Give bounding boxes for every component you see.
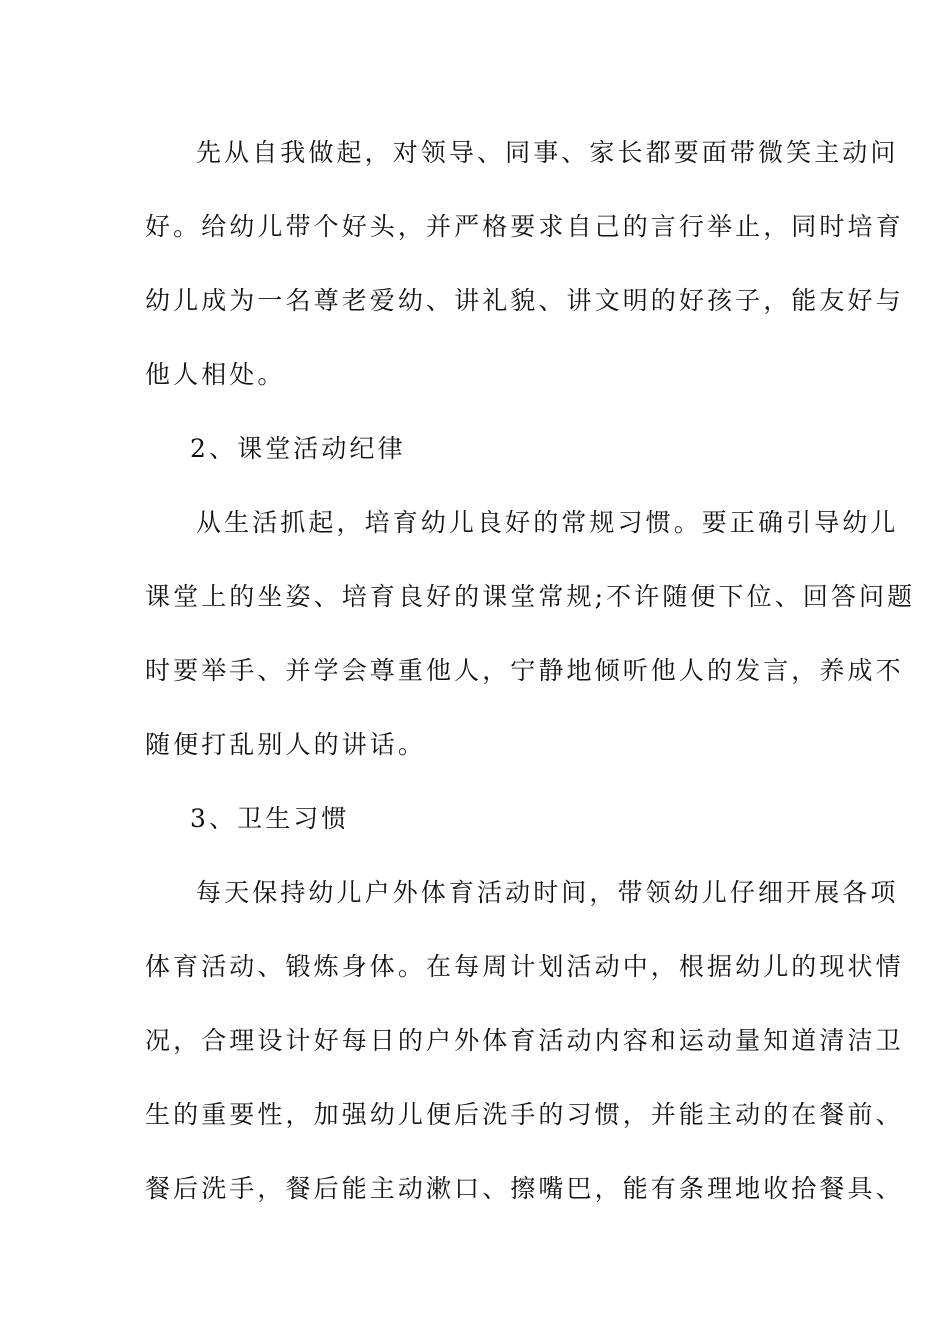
paragraph-line: 生的重要性，加强幼儿便后洗手的习惯，并能主动的在餐前、 — [145, 1100, 904, 1129]
paragraph-line: 幼儿成为一名尊老爱幼、讲礼貌、讲文明的好孩子，能友好与 — [145, 286, 904, 315]
paragraph-line: 他人相处。 — [145, 360, 286, 389]
paragraph-line: 况，合理设计好每日的户外体育活动内容和运动量知道清洁卫 — [145, 1026, 904, 1055]
paragraph-line: 时要举手、并学会尊重他人，宁静地倾听他人的发言，养成不 — [145, 656, 904, 685]
paragraph-line: 每天保持幼儿户外体育活动时间，带领幼儿仔细开展各项 — [196, 878, 899, 907]
paragraph-line: 体育活动、锻炼身体。在每周计划活动中，根据幼儿的现状情 — [145, 952, 904, 981]
paragraph-line: 随便打乱别人的讲话。 — [145, 730, 427, 759]
paragraph-line: 课堂上的坐姿、培育良好的课堂常规;不许随便下位、回答问题 — [145, 582, 916, 611]
section-heading-classroom-discipline: 2、课堂活动纪律 — [190, 434, 406, 463]
section-heading-hygiene-habits: 3、卫生习惯 — [190, 804, 350, 833]
paragraph-line: 好。给幼儿带个好头，并严格要求自己的言行举止，同时培育 — [145, 212, 904, 241]
paragraph-line: 餐后洗手，餐后能主动漱口、擦嘴巴，能有条理地收拾餐具、 — [145, 1174, 904, 1203]
paragraph-line: 从生活抓起，培育幼儿良好的常规习惯。要正确引导幼儿 — [196, 508, 899, 537]
paragraph-line: 先从自我做起，对领导、同事、家长都要面带微笑主动问 — [196, 138, 899, 167]
